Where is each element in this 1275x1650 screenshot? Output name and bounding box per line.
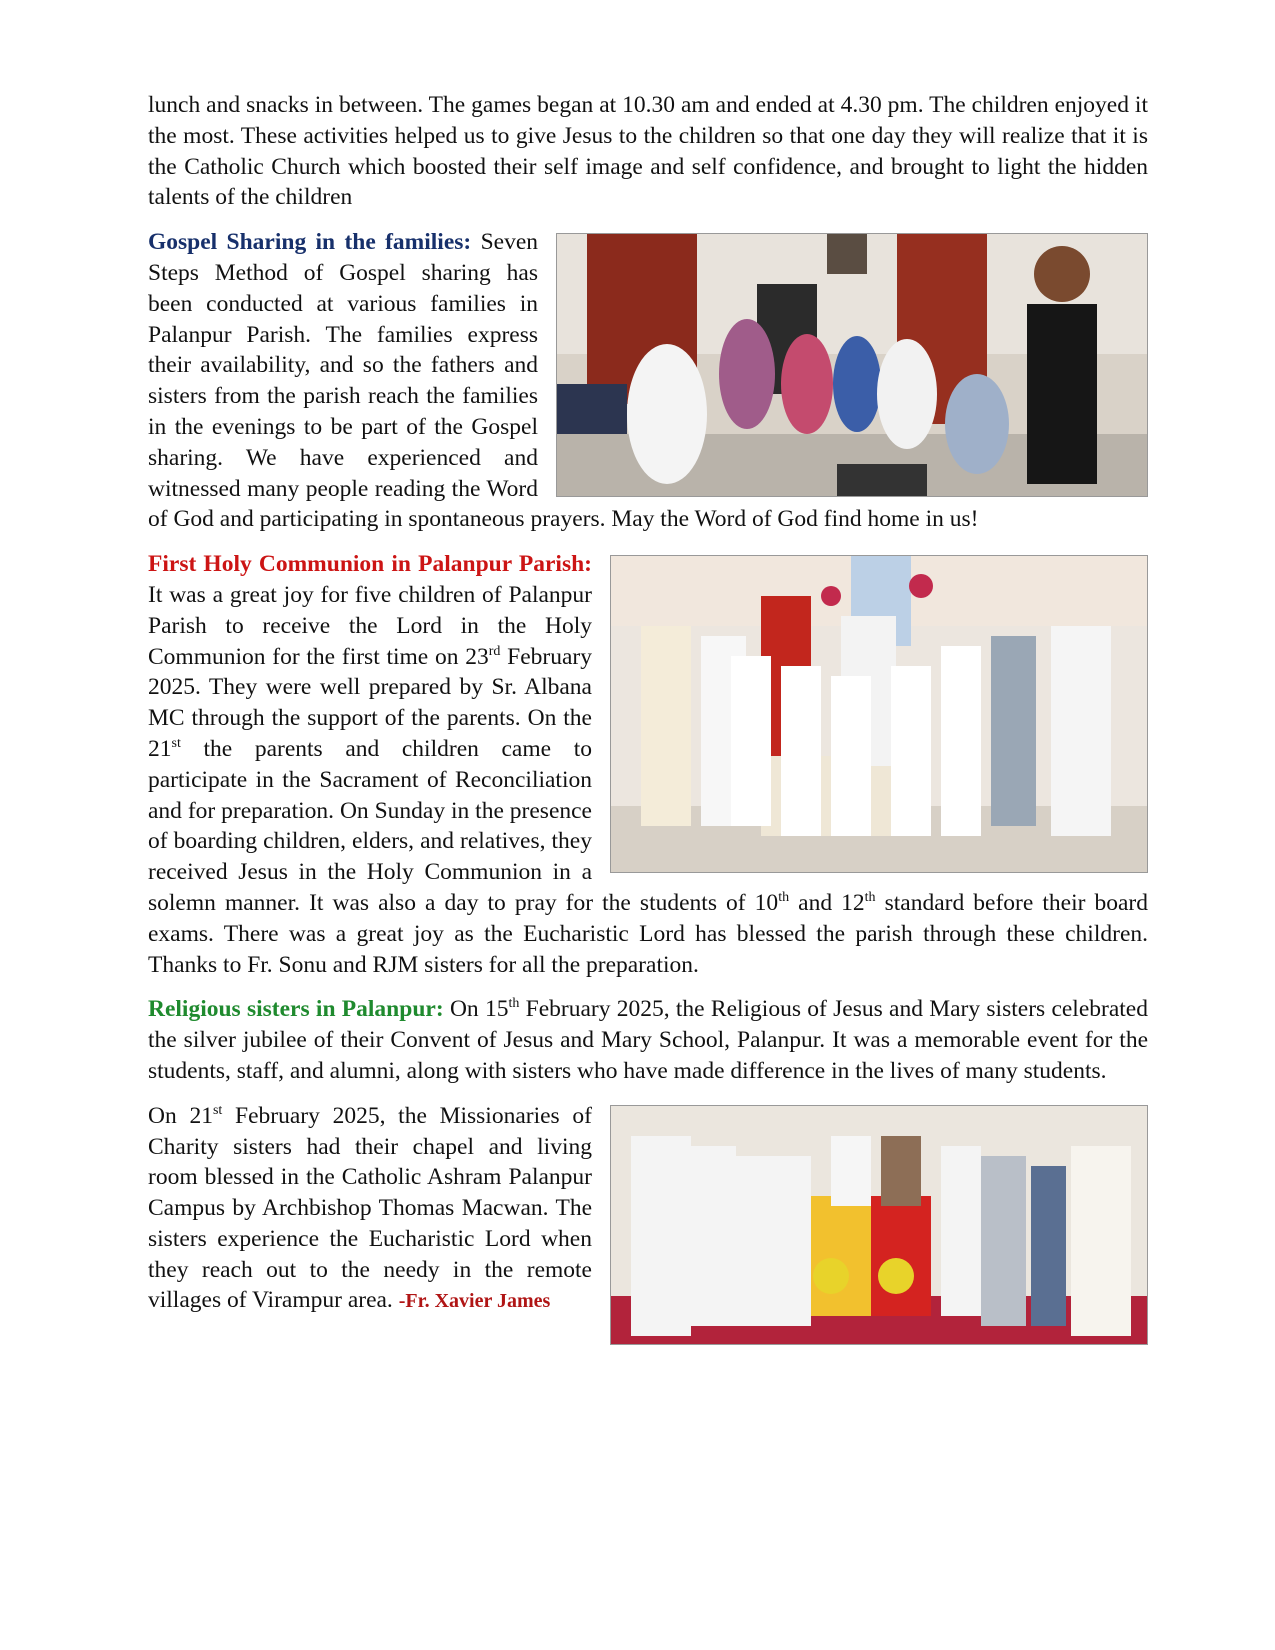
gospel-heading: Gospel Sharing in the families: bbox=[148, 229, 472, 256]
document-page bbox=[148, 90, 1148, 1351]
charity-section: On 21st February 2025, the Missionaries of Charity sisters had their chapel and living room blessed in the Catholic Ashram Palanpur Campus by Archbishop Thomas Macwan. The sisters experience the Eucharistic Lord when they reach out to the needy in the remote villages of Virampur area. -Fr. Xavier James bbox=[148, 1101, 1148, 1318]
sisters-section: Religious sisters in Palanpur: On 15th February 2025, the Religious of Jesus and Mary sisters celebrated the silver jubilee of their Convent of Jesus and Mary School, Palanpur. It was a memorable event for the students, staff, and alumni, along with sisters who have made difference in the lives of many students. bbox=[148, 996, 1148, 1084]
sisters-heading: Religious sisters in Palanpur: bbox=[148, 996, 444, 1023]
first-holy-communion-photo bbox=[610, 555, 1148, 873]
communion-section: First Holy Communion in Palanpur Parish: It was a great joy for five children of Palanpur Parish to receive the Lord in the Holy Communion for the first time on 23rd February 2025. They were well prepared by Sr. Albana MC through the support of the parents. On the 21st the parents and children came to participate in the Sacrament of Reconciliation and for preparation. On Sunday in the presence of boarding children, elders, and relatives, they received Jesus in the Holy Communion in a solemn manner. It was also a day to pray for the students of 10th and 12th standard before their board exams. There was a great joy as the Eucharistic Lord has blessed the parish through these children. Thanks to Fr. Sonu and RJM sisters for all the preparation. bbox=[148, 551, 1149, 978]
gospel-body: Seven Steps Method of Gospel sharing has been conducted at various families in Palanpur Parish. The families express their availability, and so the fathers and sisters from the parish reach the families in the evenings to be part of the Gospel sharing. We have experienced and witnessed many people reading the Word of God and participating in spontaneous prayers. May the Word of God find home in us! bbox=[148, 229, 979, 533]
missionaries-of-charity-photo bbox=[610, 1105, 1148, 1345]
gospel-sharing-photo bbox=[556, 233, 1148, 497]
signature: -Fr. Xavier James bbox=[398, 1290, 551, 1313]
intro-paragraph: lunch and snacks in between. The games began at 10.30 am and ended at 4.30 pm. The children enjoyed it the most. These activities helped us to give Jesus to the children so that one day they will realize that it is the Catholic Church which boosted their self image and self confidence, and brought to light the hidden talents of the children bbox=[148, 92, 1148, 211]
gospel-section bbox=[148, 227, 1148, 535]
communion-heading: First Holy Communion in Palanpur Parish: bbox=[148, 551, 592, 578]
